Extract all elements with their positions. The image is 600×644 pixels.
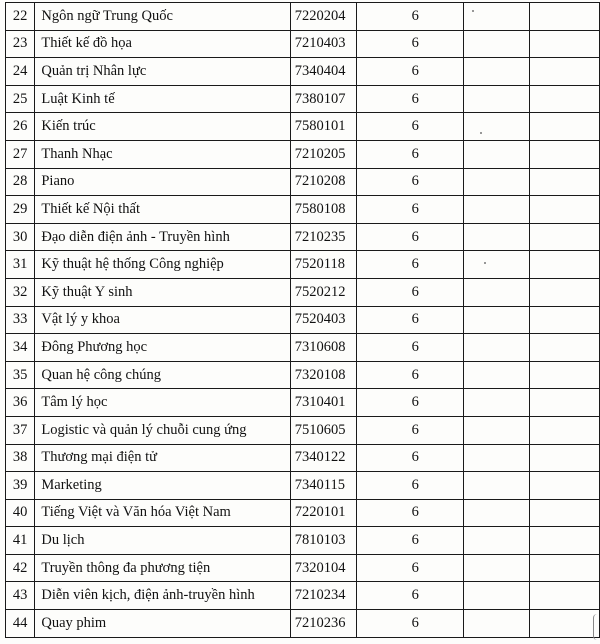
row-number-cell: 41 (6, 527, 35, 555)
row-number-cell: 39 (6, 472, 35, 500)
major-name-cell: Vật lý y khoa (35, 306, 290, 334)
table-row (6, 361, 600, 389)
empty-cell (464, 334, 530, 362)
table-row (6, 168, 600, 196)
quota-cell: 6 (357, 113, 464, 141)
empty-cell (464, 3, 530, 31)
empty-cell (530, 389, 600, 417)
quota-cell: 6 (357, 527, 464, 555)
empty-cell (464, 140, 530, 168)
empty-cell (464, 251, 530, 279)
empty-cell (530, 30, 600, 58)
quota-cell: 6 (357, 306, 464, 334)
row-number-cell: 40 (6, 499, 35, 527)
table-row (6, 30, 600, 58)
table-row (6, 444, 600, 472)
row-number-cell: 26 (6, 113, 35, 141)
row-number-cell: 37 (6, 416, 35, 444)
table-row (6, 58, 600, 86)
row-number-cell: 25 (6, 85, 35, 113)
table-row (6, 610, 600, 638)
row-number-cell: 38 (6, 444, 35, 472)
empty-cell (464, 416, 530, 444)
table-row (6, 554, 600, 582)
major-code-cell: 7340115 (290, 472, 357, 500)
row-number-cell: 31 (6, 251, 35, 279)
empty-cell (530, 527, 600, 555)
major-code-cell: 7520212 (290, 278, 357, 306)
major-name-cell: Diễn viên kịch, điện ảnh-truyền hình (35, 582, 290, 610)
row-number-cell: 27 (6, 140, 35, 168)
table-row (6, 389, 600, 417)
major-name-cell: Thương mại điện tử (35, 444, 290, 472)
major-code-cell: 7210403 (290, 30, 357, 58)
empty-cell (530, 223, 600, 251)
major-code-cell: 7520118 (290, 251, 357, 279)
major-name-cell: Thiết kế đồ họa (35, 30, 290, 58)
empty-cell (530, 113, 600, 141)
empty-cell (530, 472, 600, 500)
empty-cell (530, 196, 600, 224)
empty-cell (530, 85, 600, 113)
major-name-cell: Quan hệ công chúng (35, 361, 290, 389)
empty-cell (530, 554, 600, 582)
table-row (6, 113, 600, 141)
row-number-cell: 23 (6, 30, 35, 58)
quota-cell: 6 (357, 610, 464, 638)
empty-cell (464, 361, 530, 389)
row-number-cell: 33 (6, 306, 35, 334)
empty-cell (464, 30, 530, 58)
row-number-cell: 22 (6, 3, 35, 31)
row-number-cell: 34 (6, 334, 35, 362)
row-number-cell: 36 (6, 389, 35, 417)
majors-table-body (6, 3, 600, 638)
row-number-cell: 29 (6, 196, 35, 224)
quota-cell: 6 (357, 554, 464, 582)
table-row (6, 416, 600, 444)
table-row (6, 3, 600, 31)
quota-cell: 6 (357, 196, 464, 224)
major-name-cell: Kiến trúc (35, 113, 290, 141)
empty-cell (530, 444, 600, 472)
major-code-cell: 7210208 (290, 168, 357, 196)
empty-cell (530, 306, 600, 334)
empty-cell (530, 582, 600, 610)
empty-cell (464, 472, 530, 500)
table-row (6, 278, 600, 306)
major-name-cell: Truyền thông đa phương tiện (35, 554, 290, 582)
major-name-cell: Marketing (35, 472, 290, 500)
major-code-cell: 7810103 (290, 527, 357, 555)
major-name-cell: Du lịch (35, 527, 290, 555)
row-number-cell: 24 (6, 58, 35, 86)
major-code-cell: 7210236 (290, 610, 357, 638)
table-row (6, 582, 600, 610)
quota-cell: 6 (357, 30, 464, 58)
quota-cell: 6 (357, 168, 464, 196)
table-row (6, 499, 600, 527)
empty-cell (464, 499, 530, 527)
quota-cell: 6 (357, 223, 464, 251)
major-name-cell: Đạo diễn điện ảnh - Truyền hình (35, 223, 290, 251)
major-code-cell: 7380107 (290, 85, 357, 113)
table-row (6, 527, 600, 555)
table-row (6, 85, 600, 113)
quota-cell: 6 (357, 251, 464, 279)
quota-cell: 6 (357, 416, 464, 444)
table-row (6, 251, 600, 279)
major-name-cell: Luật Kinh tế (35, 85, 290, 113)
row-number-cell: 42 (6, 554, 35, 582)
quota-cell: 6 (357, 278, 464, 306)
row-number-cell: 43 (6, 582, 35, 610)
major-code-cell: 7210205 (290, 140, 357, 168)
empty-cell (464, 85, 530, 113)
empty-cell (464, 389, 530, 417)
empty-cell (530, 3, 600, 31)
empty-cell (464, 554, 530, 582)
major-code-cell: 7510605 (290, 416, 357, 444)
row-number-cell: 30 (6, 223, 35, 251)
empty-cell (530, 416, 600, 444)
quota-cell: 6 (357, 85, 464, 113)
table-row (6, 472, 600, 500)
major-code-cell: 7220101 (290, 499, 357, 527)
quota-cell: 6 (357, 3, 464, 31)
major-name-cell: Tâm lý học (35, 389, 290, 417)
table-row (6, 334, 600, 362)
row-number-cell: 32 (6, 278, 35, 306)
major-code-cell: 7310608 (290, 334, 357, 362)
majors-table (5, 2, 600, 638)
quota-cell: 6 (357, 361, 464, 389)
quota-cell: 6 (357, 58, 464, 86)
row-number-cell: 44 (6, 610, 35, 638)
major-code-cell: 7580108 (290, 196, 357, 224)
major-code-cell: 7210234 (290, 582, 357, 610)
row-number-cell: 28 (6, 168, 35, 196)
empty-cell (464, 223, 530, 251)
major-name-cell: Quay phim (35, 610, 290, 638)
table-row (6, 306, 600, 334)
empty-cell (530, 168, 600, 196)
quota-cell: 6 (357, 582, 464, 610)
row-number-cell: 35 (6, 361, 35, 389)
major-name-cell: Piano (35, 168, 290, 196)
empty-cell (464, 278, 530, 306)
major-code-cell: 7320108 (290, 361, 357, 389)
empty-cell (530, 334, 600, 362)
major-code-cell: 7210235 (290, 223, 357, 251)
quota-cell: 6 (357, 389, 464, 417)
quota-cell: 6 (357, 444, 464, 472)
major-code-cell: 7520403 (290, 306, 357, 334)
major-code-cell: 7340122 (290, 444, 357, 472)
major-code-cell: 7340404 (290, 58, 357, 86)
scan-speck (480, 132, 482, 134)
major-code-cell: 7310401 (290, 389, 357, 417)
major-name-cell: Tiếng Việt và Văn hóa Việt Nam (35, 499, 290, 527)
empty-cell (464, 168, 530, 196)
quota-cell: 6 (357, 334, 464, 362)
major-code-cell: 7320104 (290, 554, 357, 582)
quota-cell: 6 (357, 499, 464, 527)
quota-cell: 6 (357, 472, 464, 500)
empty-cell (464, 196, 530, 224)
major-name-cell: Kỹ thuật Y sinh (35, 278, 290, 306)
empty-cell (464, 582, 530, 610)
empty-cell (530, 251, 600, 279)
empty-cell (530, 361, 600, 389)
major-name-cell: Ngôn ngữ Trung Quốc (35, 3, 290, 31)
empty-cell (464, 527, 530, 555)
quota-cell: 6 (357, 140, 464, 168)
empty-cell (530, 610, 600, 638)
empty-cell (530, 140, 600, 168)
scan-speck (472, 10, 474, 12)
empty-cell (530, 278, 600, 306)
empty-cell (464, 113, 530, 141)
margin-ink-mark (593, 614, 600, 640)
major-name-cell: Quản trị Nhân lực (35, 58, 290, 86)
major-name-cell: Đông Phương học (35, 334, 290, 362)
empty-cell (530, 499, 600, 527)
table-row (6, 223, 600, 251)
empty-cell (464, 306, 530, 334)
table-row (6, 196, 600, 224)
scan-speck (484, 262, 486, 264)
table-row (6, 140, 600, 168)
empty-cell (464, 610, 530, 638)
major-code-cell: 7580101 (290, 113, 357, 141)
empty-cell (464, 444, 530, 472)
major-name-cell: Kỹ thuật hệ thống Công nghiệp (35, 251, 290, 279)
empty-cell (530, 58, 600, 86)
major-name-cell: Logistic và quản lý chuỗi cung ứng (35, 416, 290, 444)
major-code-cell: 7220204 (290, 3, 357, 31)
major-name-cell: Thanh Nhạc (35, 140, 290, 168)
empty-cell (464, 58, 530, 86)
major-name-cell: Thiết kế Nội thất (35, 196, 290, 224)
